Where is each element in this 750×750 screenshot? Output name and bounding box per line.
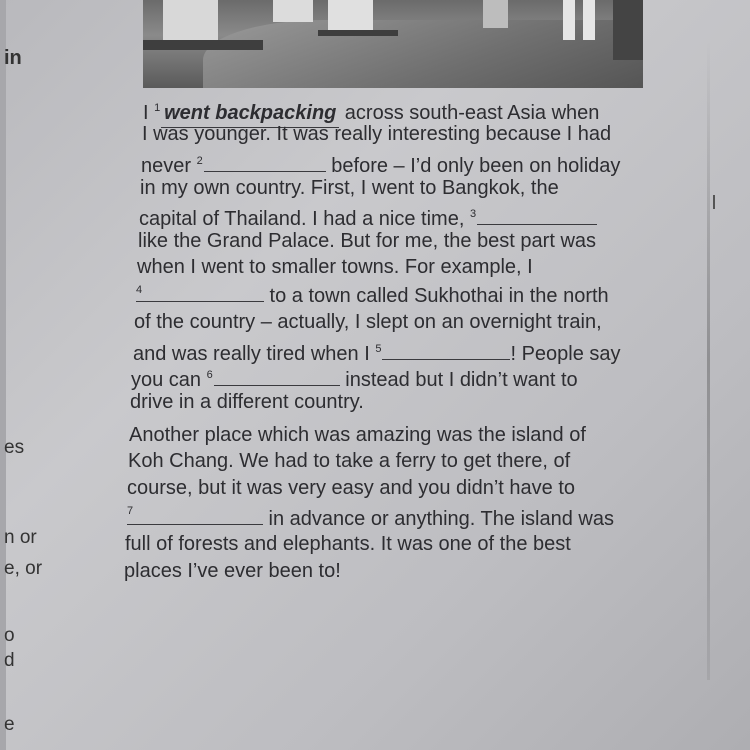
gap-number: 4 <box>136 284 143 296</box>
text-line: in my own country. First, I went to Bangkok, the <box>140 177 559 199</box>
text-line: never $^2$ before – I’d only been on holiday <box>141 155 621 177</box>
text-line: full of forests and elephants. It was one of the best <box>125 533 571 555</box>
text-line: 7 in advance or anything. The island was <box>127 506 614 533</box>
gap-number: 5 <box>375 343 382 355</box>
margin-heading: in <box>4 47 22 69</box>
text-line: I $^1$ went backpacking across south-east Asia when <box>143 95 599 128</box>
text-line: 4 to a town called Sukhothai in the north <box>136 283 609 310</box>
page-fold-shadow <box>707 40 710 680</box>
gap-number: 7 <box>127 505 134 517</box>
answer-gap-6[interactable] <box>214 367 340 386</box>
margin-word: o <box>4 625 15 646</box>
text-line: Koh Chang. We had to take a ferry to get there, of <box>128 450 571 472</box>
margin-word: n or <box>4 527 37 548</box>
margin-word: e, or <box>4 558 43 579</box>
text-line: when I went to smaller towns. For example, I <box>137 256 533 278</box>
text-line: I was younger. It was really interesting because I had <box>142 123 612 145</box>
text-line: course, but it was very easy and you didn’t have to <box>127 477 576 499</box>
answer-gap-5[interactable] <box>382 341 510 360</box>
text-line: like the Grand Palace. But for me, the best part was <box>138 230 597 252</box>
answer-gap-2[interactable] <box>204 153 326 172</box>
gap-number: 3 <box>469 208 477 220</box>
margin-word: e <box>4 714 15 735</box>
text-line: places I’ve ever been to! <box>124 560 341 582</box>
margin-tick <box>713 195 715 209</box>
text-line: and was really tired when I $^5$ ! People say <box>133 343 621 365</box>
answer-gap-1[interactable]: went backpacking <box>161 100 339 128</box>
text-line: drive in a different country. <box>130 391 364 413</box>
answer-gap-4[interactable] <box>136 283 264 302</box>
answer-gap-3[interactable] <box>477 206 597 225</box>
gap-number: 6 <box>206 369 213 381</box>
margin-word: es <box>4 437 25 458</box>
photo-temple <box>143 0 643 88</box>
text-line: Another place which was amazing was the island of <box>129 424 586 446</box>
text-line: capital of Thailand. I had a nice time, $^3$ <box>139 201 597 233</box>
gap-number: 1 <box>154 102 161 114</box>
margin-word: d <box>4 650 15 671</box>
text-line: of the country – actually, I slept on an overnight train, <box>134 311 602 333</box>
answer-gap-7[interactable] <box>127 506 263 525</box>
gap-number: 2 <box>196 155 203 167</box>
text-line: you can $^6$ instead but I didn’t want to <box>131 369 578 391</box>
